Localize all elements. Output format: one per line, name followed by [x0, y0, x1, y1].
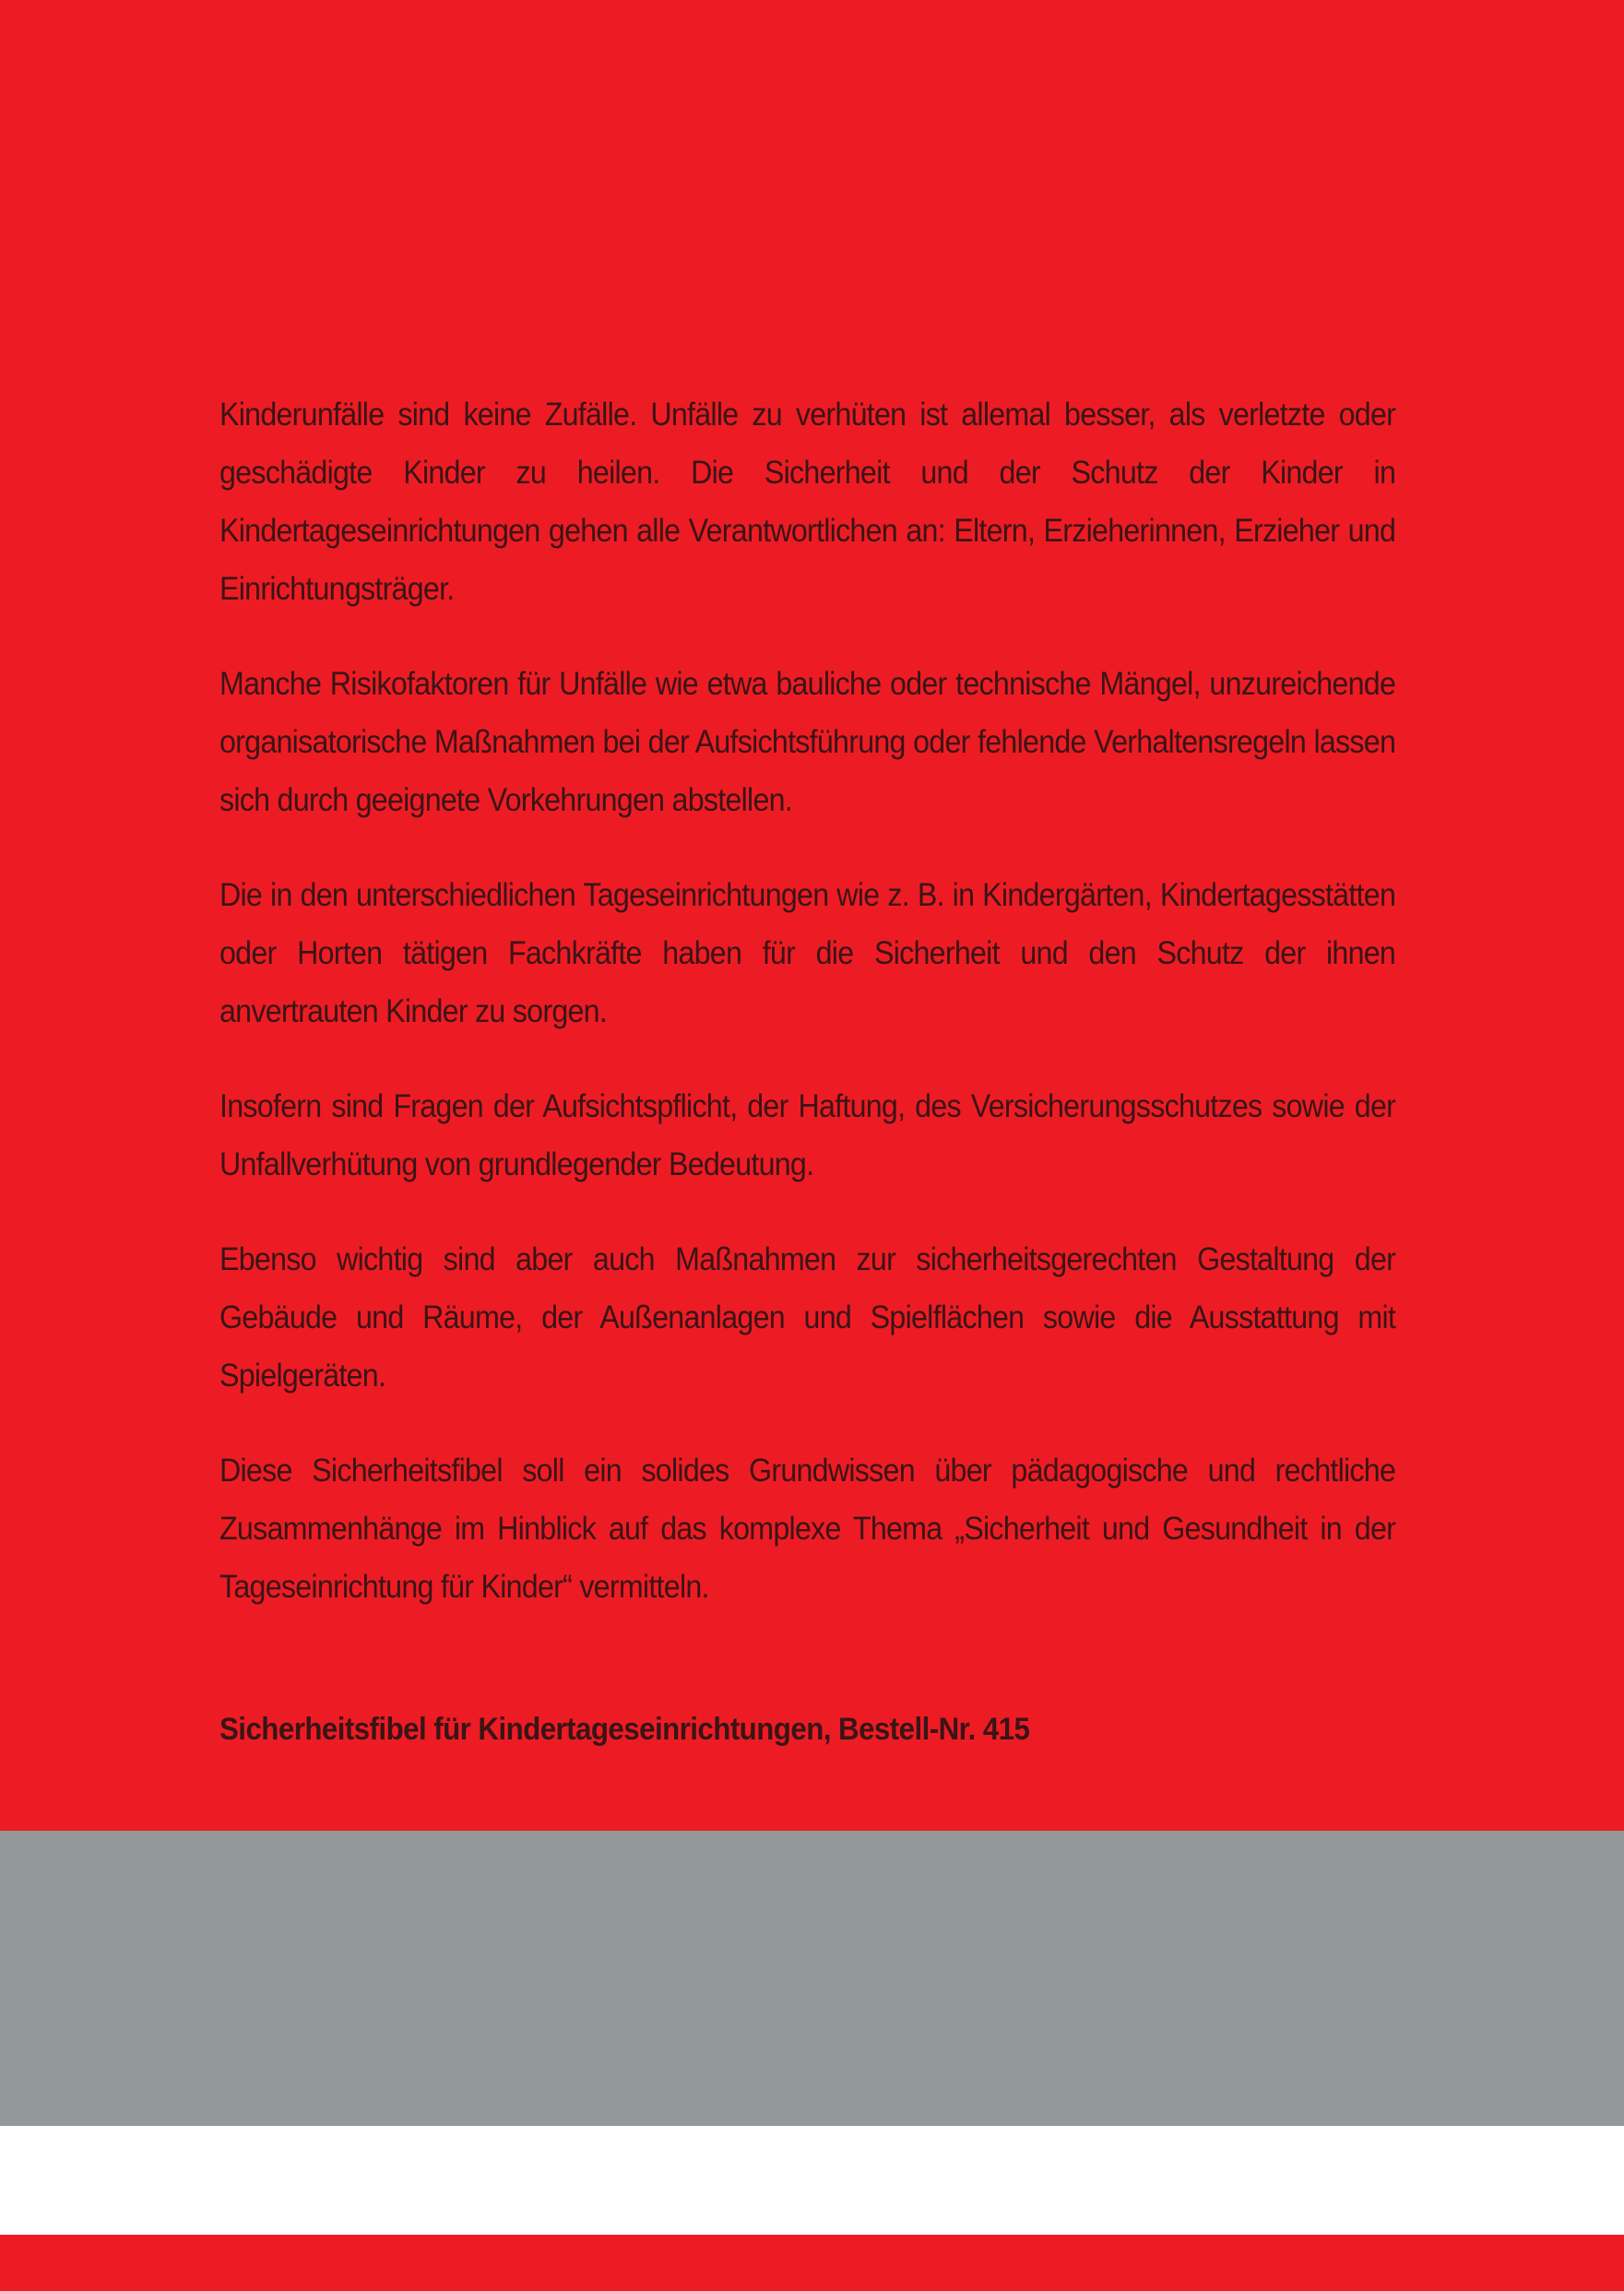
paragraph-supervision: Insofern sind Fragen der Aufsichtspflicht, der Haftung, des Versicherungsschutzes sowie der Unfallverhütung von grundlegender Bedeutung.	[219, 1088, 1396, 1182]
white-band	[0, 2126, 1624, 2235]
paragraph-intro: Kinderunfälle sind keine Zufälle. Unfälle zu verhüten ist allemal besser, als verletzte oder geschädigte Kinder zu heilen. Die Sicherheit und der Schutz der Kinder in Kindertageseinrichtungen gehen alle Verantwortlichen an: Eltern, Erzieherinnen, Erzieher und Einrichtungsträger.	[219, 397, 1396, 607]
bottom-red-strip	[0, 2235, 1624, 2291]
paragraph-measures: Ebenso wichtig sind aber auch Maßnahmen zur sicherheitsgerechten Gestaltung der Gebäude und Räume, der Außenanlagen und Spielflächen sowie die Ausstattung mit Spielgeräten.	[219, 1241, 1396, 1394]
paragraph-risk-factors: Manche Risikofaktoren für Unfälle wie etwa bauliche oder technische Mängel, unzureichende organisatorische Maßnahmen bei der Aufsichtsführung oder fehlende Verhaltensregeln lassen sich durch geeignete Vorkehrungen abstellen.	[219, 666, 1396, 818]
gray-band	[0, 1831, 1624, 2126]
order-number-note: Sicherheitsfibel für Kindertageseinrichtungen, Bestell-Nr. 415	[219, 1712, 1030, 1747]
paragraph-purpose: Diese Sicherheitsfibel soll ein solides Grundwissen über pädagogische und rechtliche Zusammenhänge im Hinblick auf das komplexe Thema „Sicherheit und Gesundheit in der Tageseinrichtung für Kinder“ vermitteln.	[219, 1453, 1396, 1605]
paragraph-professionals: Die in den unterschiedlichen Tageseinrichtungen wie z. B. in Kindergärten, Kindertagesstätten oder Horten tätigen Fachkräfte haben für die Sicherheit und den Schutz der ihnen anvertrauten Kinder zu sorgen.	[219, 877, 1396, 1029]
body-text	[219, 386, 1395, 1653]
